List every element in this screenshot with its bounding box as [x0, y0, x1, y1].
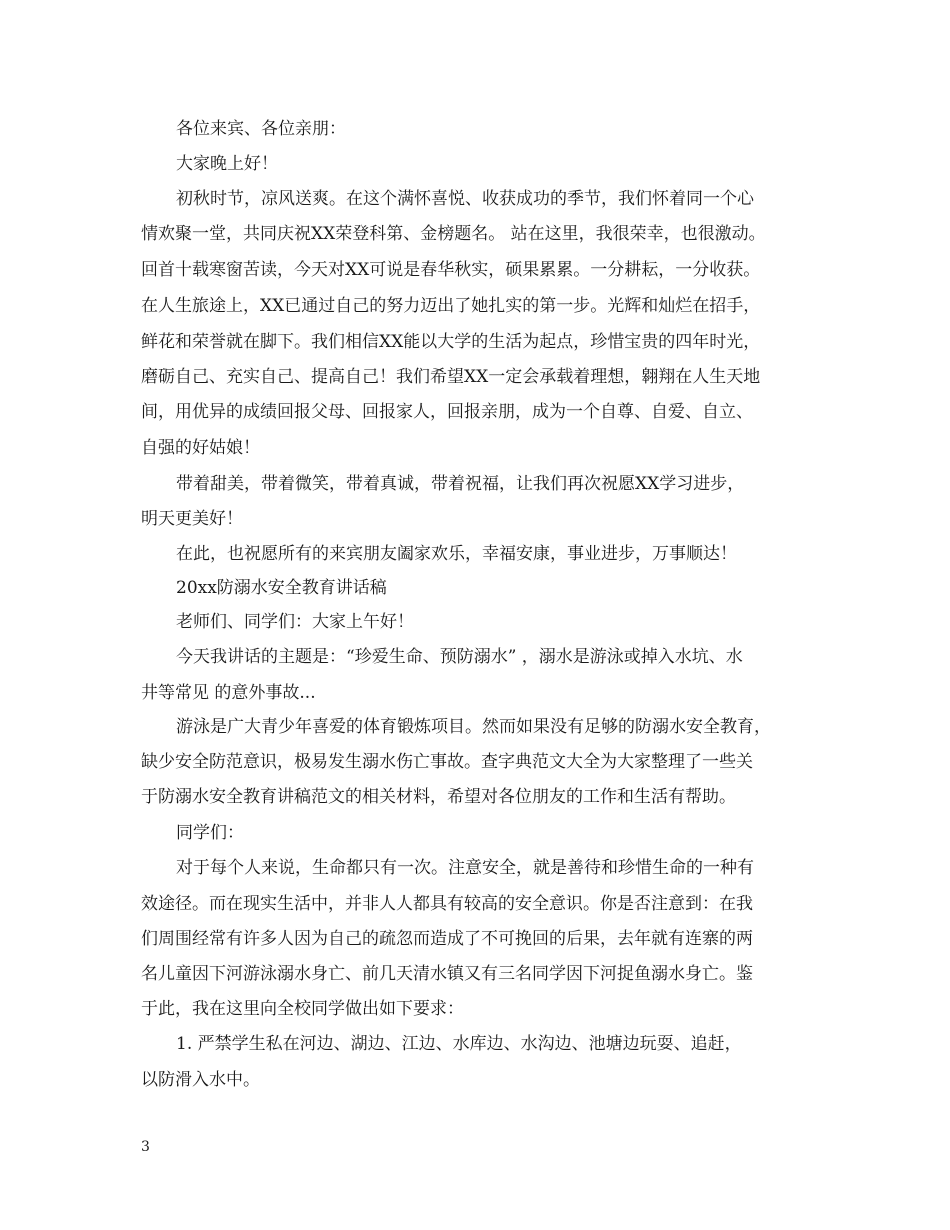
- text-line: 对于每个人来说，生命都只有一次。注意安全，就是善待和珍惜生命的一种有: [176, 858, 754, 878]
- text-line: 效途径。而在现实生活中，并非人人都具有较高的安全意识。你是否注意到：在我: [141, 894, 753, 914]
- text-line: 明天更美好！: [141, 509, 243, 529]
- text-line: 初秋时节，凉风送爽。在这个满怀喜悦、收获成功的季节，我们怀着同一个心: [176, 189, 754, 209]
- text-line: 大家晚上好！: [176, 154, 278, 174]
- text-line: 于防溺水安全教育讲稿范文的相关材料，希望对各位朋友的工作和生活有帮助。: [141, 787, 736, 807]
- text-line: 在此，也祝愿所有的来宾朋友阖家欢乐，幸福安康，事业进步，万事顺达！: [176, 544, 737, 564]
- text-line: 老师们、同学们：大家上午好！: [176, 612, 414, 632]
- text-line: 在人生旅途上，XX已通过自己的努力迈出了她扎实的第一步。光辉和灿烂在招手，: [141, 296, 761, 316]
- text-line: 回首十载寒窗苦读，今天对XX可说是春华秋实，硕果累累。一分耕耘，一分收获。: [141, 260, 761, 280]
- text-line: 名儿童因下河游泳溺水身亡、前几天清水镇又有三名同学因下河捉鱼溺水身亡。鉴: [141, 964, 753, 984]
- text-line: 磨砺自己、充实自己、提高自己！我们希望XX一定会承载着理想，翱翔在人生天地: [141, 367, 761, 387]
- text-line: 于此，我在这里向全校同学做出如下要求：: [141, 999, 464, 1019]
- text-line: 自强的好姑娘！: [141, 438, 260, 458]
- page-number: 3: [141, 1139, 150, 1155]
- text-line: 以防滑入水中。: [141, 1070, 260, 1090]
- text-line: 同学们：: [176, 823, 244, 843]
- text-line: 情欢聚一堂，共同庆祝XX荣登科第、金榜题名。 站在这里，我很荣幸，也很激动。: [141, 224, 766, 244]
- text-line: 游泳是广大青少年喜爱的体育锻炼项目。然而如果没有足够的防溺水安全教育，: [176, 717, 771, 737]
- list-item: 1. 严禁学生私在河边、湖边、江边、水库边、水沟边、池塘边玩耍、追赶，: [176, 1034, 742, 1054]
- text-line: 带着甜美，带着微笑，带着真诚，带着祝福，让我们再次祝愿XX学习进步，: [176, 474, 745, 494]
- text-line: 今天我讲话的主题是：“珍爱生命、预防溺水” ，溺水是游泳或掉入水坑、水: [176, 647, 743, 667]
- text-line: 井等常见 的意外事故...: [141, 683, 316, 703]
- section-heading: 20xx防溺水安全教育讲话稿: [176, 578, 387, 598]
- text-line: 们周围经常有许多人因为自己的疏忽而造成了不可挽回的后果，去年就有连寨的两: [141, 929, 753, 949]
- text-line: 各位来宾、各位亲朋：: [176, 119, 346, 139]
- text-line: 缺少安全防范意识，极易发生溺水伤亡事故。查字典范文大全为大家整理了一些关: [141, 752, 753, 772]
- text-line: 鲜花和荣誉就在脚下。我们相信XX能以大学的生活为起点，珍惜宝贵的四年时光，: [141, 332, 761, 352]
- text-line: 间，用优异的成绩回报父母、回报家人，回报亲朋，成为一个自尊、自爱、自立、: [141, 402, 753, 422]
